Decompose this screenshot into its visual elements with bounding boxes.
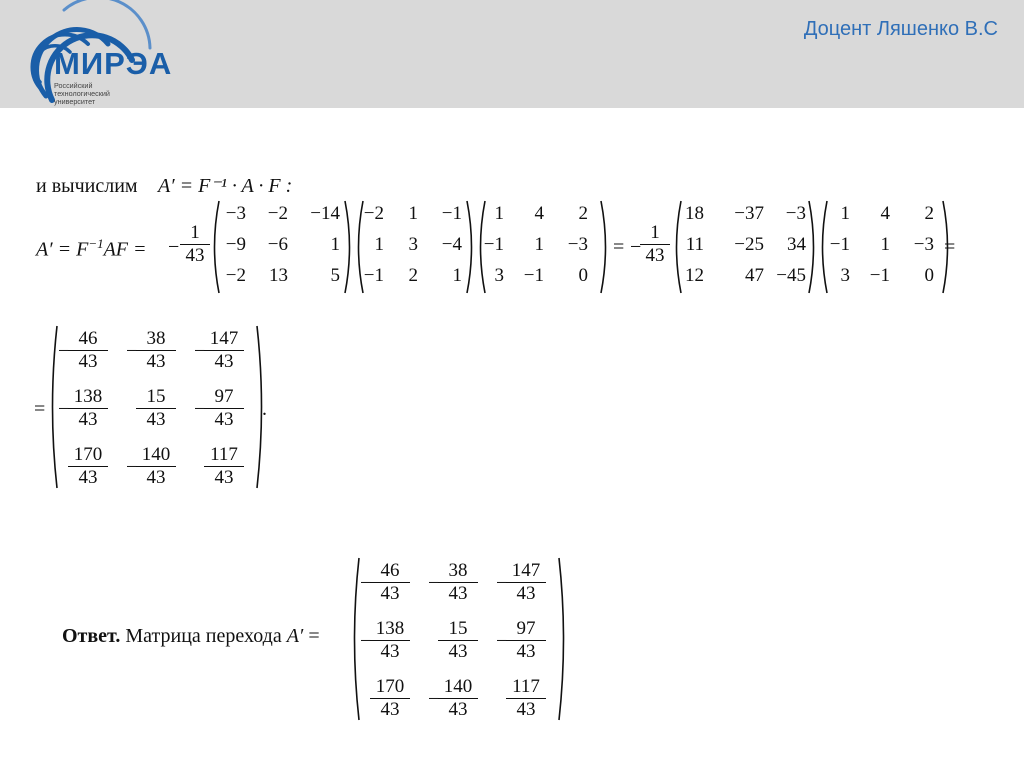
answer-label: Ответ. bbox=[62, 625, 121, 647]
m1-cell: −2 bbox=[225, 265, 246, 286]
m3-cell: 1 bbox=[534, 234, 544, 255]
result-fraction: $\frac{140}{43}$ bbox=[136, 444, 176, 489]
m4-cell: 47 bbox=[745, 265, 764, 286]
slide-header bbox=[0, 0, 1024, 108]
mirea-logo bbox=[0, 0, 190, 120]
intro-formula: A′ = F⁻¹ · A · F : bbox=[158, 175, 293, 197]
m1-cell: 5 bbox=[330, 265, 340, 286]
result-sign: − bbox=[126, 340, 138, 362]
result-fraction: $\frac{46}{43}$ bbox=[68, 328, 108, 373]
m4-cell: 12 bbox=[685, 265, 704, 286]
eq-minus-2: − bbox=[630, 236, 642, 258]
m5-cell: 4 bbox=[880, 203, 890, 224]
m1-cell: 1 bbox=[330, 234, 340, 255]
logo-name: МИРЭА bbox=[54, 46, 173, 81]
right-bracket bbox=[598, 199, 612, 295]
result-fraction: $\frac{15}{43}$ bbox=[136, 386, 176, 431]
m4-cell: −25 bbox=[734, 234, 764, 255]
m2-cell: −2 bbox=[363, 203, 384, 224]
result-equals: = bbox=[34, 398, 46, 420]
author-name: Доцент Ляшенко В.С bbox=[803, 18, 998, 40]
answer-text: Матрица перехода bbox=[125, 625, 282, 647]
answer-fraction: $\frac{170}{43}$ bbox=[370, 676, 410, 721]
m5-cell: 2 bbox=[924, 203, 934, 224]
m4-cell: 34 bbox=[787, 234, 806, 255]
eq-fraction-2: $\frac{1}{43}$ bbox=[640, 222, 670, 267]
m1-cell: −14 bbox=[310, 203, 340, 224]
m4-cell: −37 bbox=[734, 203, 764, 224]
result-fraction: $\frac{170}{43}$ bbox=[68, 444, 108, 489]
m1-cell: 13 bbox=[269, 265, 288, 286]
result-fraction: $\frac{138}{43}$ bbox=[68, 386, 108, 431]
eq-fraction: $\frac{1}{43}$ bbox=[180, 222, 210, 267]
result-fraction: $\frac{97}{43}$ bbox=[204, 386, 244, 431]
m3-cell: 1 bbox=[494, 203, 504, 224]
result-period: . bbox=[262, 398, 267, 420]
m3-cell: 0 bbox=[578, 265, 588, 286]
m3-cell: 2 bbox=[578, 203, 588, 224]
m4-cell: 18 bbox=[685, 203, 704, 224]
m2-cell: −4 bbox=[441, 234, 462, 255]
answer-sign: − bbox=[360, 572, 372, 594]
answer-equals: = bbox=[308, 625, 320, 647]
eq-lhs: $A' = F^{-1}AF$ = bbox=[36, 236, 147, 261]
m5-cell: −1 bbox=[829, 234, 850, 255]
m4-cell: 11 bbox=[685, 234, 704, 255]
result-sign: − bbox=[58, 340, 70, 362]
m3-cell: −1 bbox=[523, 265, 544, 286]
m4-cell: −45 bbox=[776, 265, 806, 286]
m2-cell: 1 bbox=[408, 203, 418, 224]
answer-sign: − bbox=[360, 630, 372, 652]
answer-sign: − bbox=[428, 572, 440, 594]
intro-text: и вычислим bbox=[36, 175, 138, 197]
answer-sign: − bbox=[496, 572, 508, 594]
m1-cell: −6 bbox=[267, 234, 288, 255]
eq-equals-2: = bbox=[944, 236, 956, 258]
result-fraction: $\frac{117}{43}$ bbox=[204, 444, 244, 489]
m4-cell: −3 bbox=[785, 203, 806, 224]
m2-cell: 1 bbox=[374, 234, 384, 255]
m5-cell: 3 bbox=[840, 265, 850, 286]
answer-symbol: A′ bbox=[286, 625, 304, 647]
m1-cell: −2 bbox=[267, 203, 288, 224]
result-fraction: $\frac{38}{43}$ bbox=[136, 328, 176, 373]
m5-cell: 1 bbox=[880, 234, 890, 255]
result-sign: − bbox=[58, 398, 70, 420]
m1-cell: −3 bbox=[225, 203, 246, 224]
answer-fraction: $\frac{38}{43}$ bbox=[438, 560, 478, 605]
result-sign: − bbox=[126, 456, 138, 478]
result-fraction: $\frac{147}{43}$ bbox=[204, 328, 244, 373]
answer-fraction: $\frac{46}{43}$ bbox=[370, 560, 410, 605]
m2-cell: 3 bbox=[408, 234, 418, 255]
right-bracket bbox=[556, 556, 570, 722]
answer-fraction: $\frac{138}{43}$ bbox=[370, 618, 410, 663]
m5-cell: 0 bbox=[924, 265, 934, 286]
m2-cell: 1 bbox=[452, 265, 462, 286]
m5-cell: −3 bbox=[913, 234, 934, 255]
m5-cell: −1 bbox=[869, 265, 890, 286]
answer-line bbox=[62, 625, 320, 648]
eq-minus: − bbox=[168, 236, 180, 258]
logo-subtitle: Российский технологический университет bbox=[54, 81, 110, 106]
m2-cell: −1 bbox=[363, 265, 384, 286]
answer-sign: − bbox=[428, 688, 440, 710]
answer-sign: − bbox=[496, 630, 508, 652]
result-sign: − bbox=[194, 340, 206, 362]
m3-cell: −3 bbox=[567, 234, 588, 255]
answer-fraction: $\frac{147}{43}$ bbox=[506, 560, 546, 605]
m2-cell: −1 bbox=[441, 203, 462, 224]
eq-equals-1: = bbox=[613, 236, 625, 258]
m3-cell: −1 bbox=[483, 234, 504, 255]
m5-cell: 1 bbox=[840, 203, 850, 224]
m1-cell: −9 bbox=[225, 234, 246, 255]
m2-cell: 2 bbox=[408, 265, 418, 286]
m3-cell: 3 bbox=[494, 265, 504, 286]
answer-fraction: $\frac{15}{43}$ bbox=[438, 618, 478, 663]
m3-cell: 4 bbox=[534, 203, 544, 224]
result-sign: − bbox=[194, 398, 206, 420]
answer-fraction: $\frac{140}{43}$ bbox=[438, 676, 478, 721]
answer-fraction: $\frac{117}{43}$ bbox=[506, 676, 546, 721]
answer-fraction: $\frac{97}{43}$ bbox=[506, 618, 546, 663]
